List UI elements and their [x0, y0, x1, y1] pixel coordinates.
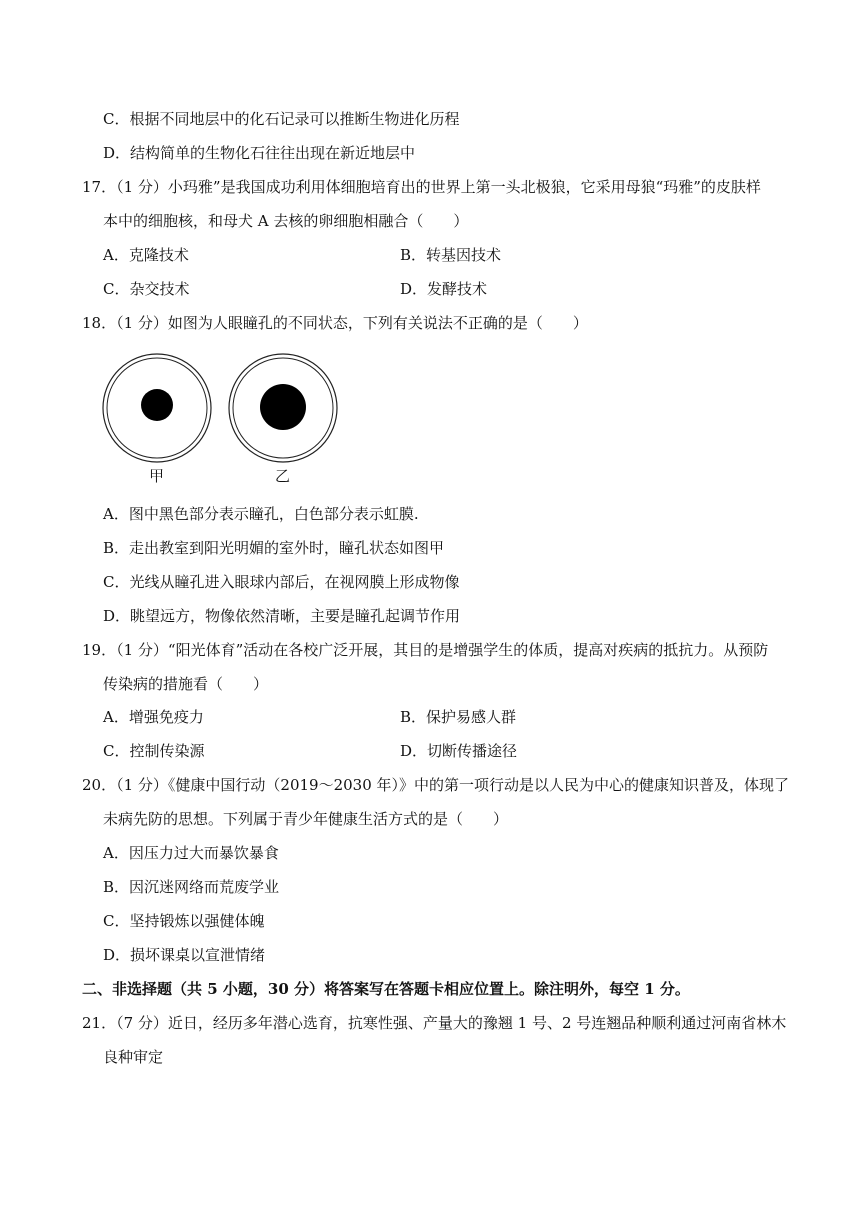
q19-option-c: C．控制传染源	[103, 742, 205, 760]
q17-option-d: D．发酵技术	[400, 280, 488, 298]
pupil-right	[260, 384, 306, 430]
q17-option-c: C．杂交技术	[103, 280, 190, 298]
q19-stem-line1: 19．（1 分）“阳光体育”活动在各校广泛开展，其目的是增强学生的体质，提高对疾病的抵抗力。从预防	[82, 641, 769, 659]
q17-stem-line2: 本中的细胞核，和母犬 A 去核的卵细胞相融合（ ）	[103, 212, 469, 230]
figure-label-jia: 甲	[149, 467, 165, 485]
q21-stem-line1: 21．（7 分）近日，经历多年潜心选育，抗寒性强、产量大的豫翘 1 号、2 号连翘品种顺利通过河南省林木	[82, 1014, 787, 1032]
pupil-left	[141, 389, 173, 421]
q20-option-d: D．损坏课桌以宣泄情绪	[103, 946, 266, 964]
figure-label-yi: 乙	[275, 467, 291, 485]
q16-option-c: C．根据不同地层中的化石记录可以推断生物进化历程	[103, 110, 460, 128]
q19-stem-line2: 传染病的措施看（ ）	[103, 675, 269, 693]
q19-option-b: B．保护易感人群	[400, 708, 517, 726]
q20-option-a: A．因压力过大而暴饮暴食	[103, 844, 279, 862]
q19-option-d: D．切断传播途径	[400, 742, 518, 760]
pupil-figure	[100, 350, 340, 490]
q20-option-c: C．坚持锻炼以强健体魄	[103, 912, 265, 930]
q16-option-d: D．结构简单的生物化石往往出现在新近地层中	[103, 144, 416, 162]
q17-option-a: A．克隆技术	[103, 246, 189, 264]
q18-option-a: A．图中黑色部分表示瞳孔，白色部分表示虹膜.	[103, 505, 419, 523]
q19-option-a: A．增强免疫力	[103, 708, 204, 726]
section-heading: 二、非选择题（共 5 小题，30 分）将答案写在答题卡相应位置上。除注明外，每空 1 分。	[82, 980, 690, 998]
q20-option-b: B．因沉迷网络而荒废学业	[103, 878, 280, 896]
q18-stem: 18．（1 分）如图为人眼瞳孔的不同状态，下列有关说法不正确的是（ ）	[82, 314, 588, 332]
q17-stem-line1: 17．（1 分）小玛雅”是我国成功利用体细胞培育出的世界上第一头北极狼，它采用母狼“玛雅”的皮肤样	[82, 178, 761, 196]
q21-stem-line2: 良种审定	[103, 1048, 164, 1066]
q20-stem-line1: 20．（1 分）《健康中国行动（2019～2030 年）》中的第一项行动是以人民为中心的健康知识普及，体现了	[82, 776, 790, 794]
q18-option-b: B．走出教室到阳光明媚的室外时，瞳孔状态如图甲	[103, 539, 445, 557]
q18-option-d: D．眺望远方，物像依然清晰，主要是瞳孔起调节作用	[103, 607, 461, 625]
pupil-diagram	[100, 350, 340, 490]
q17-option-b: B．转基因技术	[400, 246, 502, 264]
q18-option-c: C．光线从瞳孔进入眼球内部后，在视网膜上形成物像	[103, 573, 460, 591]
q20-stem-line2: 未病先防的思想。下列属于青少年健康生活方式的是（ ）	[103, 810, 509, 828]
